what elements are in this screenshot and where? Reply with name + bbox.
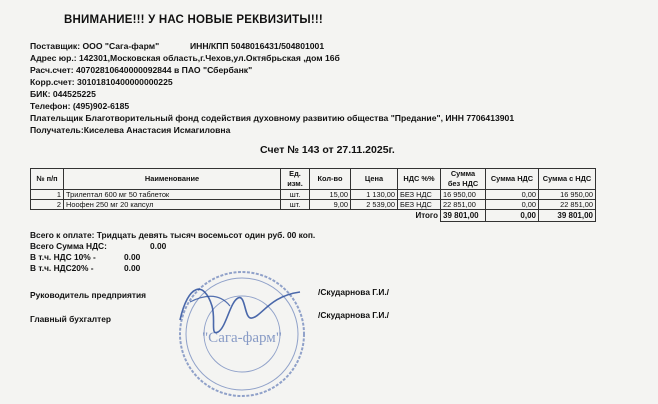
col-num-header: № п/п [31, 169, 64, 190]
row-vat-sum: 0,00 [486, 200, 539, 210]
total-vat-sum: 0,00 [486, 210, 539, 222]
row-sum: 22 851,00 [441, 200, 486, 210]
col-sum-header [441, 169, 486, 190]
row-name: Трилептал 600 мг 50 таблеток [64, 190, 281, 200]
vat20-value: 0.00 [124, 263, 141, 273]
corr-account-line: Корр.счет: 30101810400000000225 [30, 77, 173, 87]
row-price: 1 130,00 [351, 190, 398, 200]
supplier-label: Поставщик: [30, 41, 81, 51]
total-sum: 39 801,00 [441, 210, 486, 222]
row-vat: БЕЗ НДС [398, 200, 441, 210]
stamp-center-text: "Сага-фарм" [202, 330, 282, 346]
supplier-name: ООО "Сага-фарм" [82, 41, 160, 51]
row-name: Ноофен 250 мг 20 капсул [64, 200, 281, 210]
col-sum-header-line2: без НДС [447, 179, 479, 188]
notice-heading: ВНИМАНИЕ!!! У НАС НОВЫЕ РЕКВИЗИТЫ!!! [64, 14, 323, 26]
col-sum-vat-header: Сумма с НДС [539, 169, 596, 190]
bik-line: БИК: 044525225 [30, 89, 96, 99]
row-price: 2 539,00 [351, 200, 398, 210]
invoice-title: Счет № 143 от 27.11.2025г. [260, 144, 395, 156]
vat10-value: 0.00 [124, 252, 141, 262]
col-sum-header-line1: Сумма [450, 169, 476, 178]
col-unit-header-line2: изм. [287, 179, 303, 188]
table-header-row [31, 169, 596, 190]
row-unit: шт. [281, 190, 310, 200]
row-sum: 16 950,00 [441, 190, 486, 200]
vat-total-value: 0.00 [150, 241, 167, 251]
col-unit-header [281, 169, 310, 190]
supplier-inn: ИНН/КПП 5048016431/504801001 [189, 41, 325, 51]
row-num: 2 [31, 200, 64, 210]
recipient-line: Получатель:Киселева Анастасия Исмагиловна [30, 125, 231, 135]
col-vat-sum-header: Сумма НДС [486, 169, 539, 190]
account-line: Расч.счет: 40702810640000092844 в ПАО "Сбербанк" [30, 65, 253, 75]
row-num: 1 [31, 190, 64, 200]
accountant-name: /Скударнова Г.И./ [318, 310, 390, 320]
row-vat-sum: 0,00 [486, 190, 539, 200]
director-label: Руководитель предприятия [30, 290, 146, 300]
accountant-label: Главный бухгалтер [30, 314, 111, 324]
requisites-block [30, 40, 514, 136]
supplier-line [30, 40, 514, 52]
col-name-header: Наименование [64, 169, 281, 190]
vat-total-label: Всего Сумма НДС: [30, 241, 107, 251]
row-vat: БЕЗ НДС [398, 190, 441, 200]
col-vat-pct-header: НДС %% [398, 169, 441, 190]
phone-line: Телефон: (495)902-6185 [30, 101, 130, 111]
vat20-label: В т.ч. НДС20% - [30, 263, 94, 273]
col-qty-header: Кол-во [310, 169, 351, 190]
total-label: Итого [415, 211, 438, 221]
table-row [31, 200, 596, 210]
payer-line: Плательщик Благотворительный фонд содействия духовному развитию общества "Предание", ИНН 7706413901 [30, 113, 515, 123]
row-qty: 9,00 [310, 200, 351, 210]
total-to-pay: Всего к оплате: Тридцать девять тысяч восемьсот один руб. 00 коп. [30, 230, 316, 240]
address-line: Адрес юр.: 142301,Московская область,г.Чехов,ул.Октябрьская ,дом 16б [30, 53, 340, 63]
table-row [31, 190, 596, 200]
col-unit-header-line1: Ед. [289, 169, 301, 178]
vat-total-line [30, 241, 315, 252]
row-total: 22 851,00 [539, 200, 596, 210]
vat10-label: В т.ч. НДС 10% - [30, 252, 96, 262]
invoice-table [30, 168, 596, 222]
row-total: 16 950,00 [539, 190, 596, 200]
director-name: /Скударнова Г.И./ [318, 287, 390, 297]
total-row [31, 210, 596, 222]
company-stamp [160, 262, 320, 398]
row-qty: 15,00 [310, 190, 351, 200]
total-sum-vat: 39 801,00 [539, 210, 596, 222]
col-price-header: Цена [351, 169, 398, 190]
row-unit: шт. [281, 200, 310, 210]
